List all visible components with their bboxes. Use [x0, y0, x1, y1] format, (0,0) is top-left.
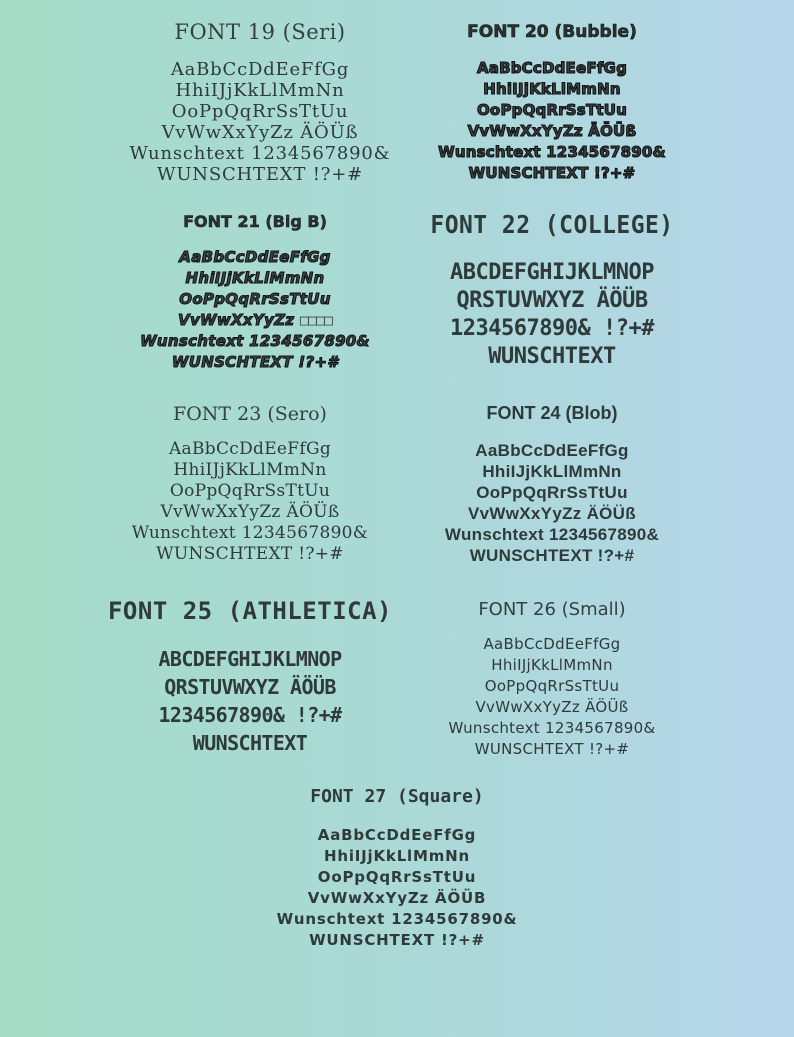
missing-glyph-boxes: □□□□ — [299, 311, 332, 329]
font-24-sample — [362, 440, 742, 566]
font-23-line: OoPpQqRrSsTtUu — [169, 481, 331, 501]
font-24-block — [362, 403, 742, 566]
font-27-line: VvWwXxYyZz ÄÖÜB — [307, 889, 487, 907]
font-27-line: HhiIJjKkLlMmNn — [324, 847, 470, 865]
font-20-line: AaBbCcDdEeFfGg — [476, 59, 628, 77]
font-19-line: Wunschtext 1234567890& — [129, 143, 391, 164]
font-24-line: AaBbCcDdEeFfGg — [475, 441, 629, 460]
font-27-title: FONT 27 (Square) — [310, 786, 484, 807]
font-27-line: Wunschtext 1234567890& — [276, 910, 518, 928]
font-26-line: Wunschtext 1234567890& — [448, 719, 656, 737]
font-24-line: WUNSCHTEXT !?+# — [469, 546, 635, 565]
font-23-line: VvWwXxYyZz ÄÖÜß — [160, 502, 340, 522]
font-25-title: FONT 25 (ATHLETICA) — [107, 597, 393, 625]
font-21-line: OoPpQqRrSsTtUu — [179, 290, 331, 308]
font-22-block — [362, 210, 742, 371]
font-20-line: OoPpQqRrSsTtUu — [476, 101, 628, 119]
font-19-line: HhiIJjKkLlMmNn — [175, 80, 345, 101]
font-26-line: VvWwXxYyZz ÄÖÜß — [475, 698, 629, 716]
font-19-line: OoPpQqRrSsTtUu — [171, 101, 349, 122]
font-25-line: QRSTUVWXYZ ÄÖÜB — [164, 675, 336, 699]
font-21-title: FONT 21 (Big B) — [183, 212, 327, 231]
font-27-line: AaBbCcDdEeFfGg — [317, 826, 477, 844]
font-24-line: OoPpQqRrSsTtUu — [476, 483, 628, 502]
font-19-line: WUNSCHTEXT !?+# — [157, 164, 363, 185]
font-26-title: FONT 26 (Small) — [478, 599, 626, 620]
font-22-title: FONT 22 (COLLEGE) — [430, 210, 674, 239]
font-24-title: FONT 24 (Blob) — [486, 403, 618, 423]
font-22-line: 1234567890& !?+# — [450, 316, 654, 341]
font-26-line: OoPpQqRrSsTtUu — [484, 677, 620, 695]
font-24-line: VvWwXxYyZz ÄÖÜß — [468, 504, 636, 523]
font-21-line: AaBbCcDdEeFfGg — [179, 248, 331, 266]
font-20-title: FONT 20 (Bubble) — [467, 22, 637, 42]
font-27-sample — [207, 825, 587, 951]
font-22-line: ABCDEFGHIJKLMNOP — [450, 260, 654, 285]
font-22-line: QRSTUVWXYZ ÄÖÜB — [456, 288, 648, 313]
font-20-line: HhiIJjKkLlMmNn — [483, 80, 621, 98]
font-27-line: WUNSCHTEXT !?+# — [309, 931, 485, 949]
font-25-line: 1234567890& !?+# — [158, 703, 342, 727]
font-26-line: HhiIJjKkLlMmNn — [491, 656, 613, 674]
font-23-line: Wunschtext 1234567890& — [131, 523, 369, 543]
font-19-title: FONT 19 (Seri) — [174, 20, 346, 44]
font-20-line: VvWwXxYyZz ÄÖÜß — [467, 122, 637, 140]
font-22-sample — [362, 259, 742, 371]
font-24-line: Wunschtext 1234567890& — [444, 525, 660, 544]
font-25-line: ABCDEFGHIJKLMNOP — [158, 647, 342, 671]
font-21-line: Wunschtext 1234567890& — [140, 332, 370, 350]
font-23-title: FONT 23 (Sero) — [173, 403, 327, 425]
font-23-line: HhiIJjKkLlMmNn — [173, 460, 327, 480]
font-27-block — [207, 786, 587, 951]
font-27-line: OoPpQqRrSsTtUu — [317, 868, 477, 886]
font-26-line: AaBbCcDdEeFfGg — [483, 635, 621, 653]
font-19-line: AaBbCcDdEeFfGg — [170, 59, 350, 80]
font-21-line-text: VvWwXxYyZz — [178, 311, 295, 329]
font-21-line: HhiIJjKkLlMmNn — [185, 269, 325, 287]
font-21-line: WUNSCHTEXT !?+# — [171, 353, 339, 371]
font-25-line: WUNSCHTEXT — [192, 731, 308, 755]
font-23-line: AaBbCcDdEeFfGg — [168, 439, 332, 459]
font-23-line: WUNSCHTEXT !?+# — [156, 544, 344, 564]
font-20-block — [362, 22, 742, 184]
font-20-line: Wunschtext 1234567890& — [438, 143, 666, 161]
font-26-line: WUNSCHTEXT !?+# — [474, 740, 630, 758]
font-26-sample — [362, 634, 742, 760]
font-20-line: WUNSCHTEXT !?+# — [468, 164, 636, 182]
font-19-line: VvWwXxYyZz ÄÖÜß — [161, 122, 359, 143]
font-22-line: WUNSCHTEXT — [488, 344, 616, 369]
font-20-sample — [362, 58, 742, 184]
font-26-block — [362, 599, 742, 760]
font-24-line: HhiIJjKkLlMmNn — [482, 462, 622, 481]
